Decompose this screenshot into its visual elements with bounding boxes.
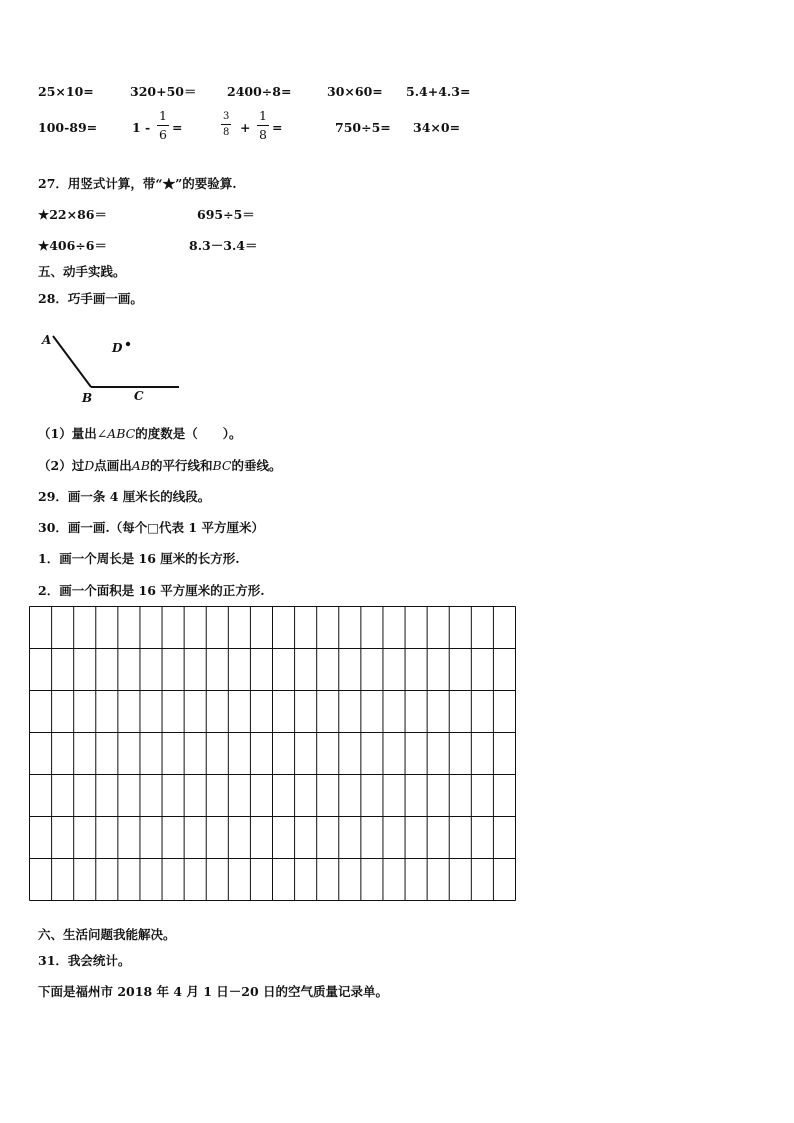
fraction-numerator: 3 (221, 112, 231, 125)
sub1-suffix: 的度数是（ ）。 (135, 426, 242, 441)
equals-sign: = (272, 120, 283, 135)
sub2-part: 的垂线。 (231, 458, 282, 473)
question-30-item1: 1．画一个周长是 16 厘米的长方形. (38, 551, 240, 566)
question-28-title: 28．巧手画一画。 (38, 291, 143, 306)
angle-abc-drawing (35, 328, 195, 408)
question-30-title: 30．画一画.（每个□代表 1 平方厘米） (38, 520, 264, 535)
section-heading: 六、生活问题我能解决。 (38, 927, 176, 942)
segment-ab-label: AB (131, 458, 150, 473)
plus-sign: + (240, 120, 251, 135)
angle-abc-label: ∠ABC (96, 426, 136, 441)
oral-calc-prefix: 1 - (132, 120, 151, 135)
question-28-sub2 (38, 460, 281, 473)
fraction (157, 110, 169, 141)
section-heading: 五、动手实践。 (38, 264, 126, 279)
point-label-a: A (42, 333, 52, 347)
sub2-part: 点画出 (94, 458, 132, 473)
sub1-prefix: （1）量出 (38, 426, 97, 441)
fraction (221, 112, 231, 138)
fraction-denominator: 8 (223, 127, 230, 138)
oral-calc-item: 320+50＝ (130, 84, 197, 99)
question-28-sub1 (38, 428, 241, 441)
vertical-calc-item: ★22×86＝ (38, 207, 107, 222)
oral-calc-item: 5.4+4.3= (406, 84, 471, 99)
segment-bc-label: BC (212, 458, 232, 473)
oral-calc-item: 25×10= (38, 84, 94, 99)
fraction-numerator: 1 (157, 110, 169, 126)
question-27-title: 27．用竖式计算，带“★”的要验算. (38, 176, 237, 191)
oral-calc-item: 100-89= (38, 120, 98, 135)
fraction-numerator: 1 (257, 110, 269, 126)
sub2-part: （2）过 (38, 458, 85, 473)
fraction (257, 110, 269, 141)
point-d-label: D (84, 458, 95, 473)
point-label-c: C (134, 389, 144, 403)
question-29: 29．画一条 4 厘米长的线段。 (38, 489, 211, 504)
question-31-title: 31．我会统计。 (38, 953, 131, 968)
question-30-item2: 2．画一个面积是 16 平方厘米的正方形. (38, 583, 265, 598)
equals-sign: = (172, 120, 183, 135)
fraction-denominator: 6 (159, 126, 167, 142)
vertical-calc-item: 695÷5＝ (197, 207, 255, 222)
point-label-b: B (82, 391, 93, 405)
question-31-desc: 下面是福州市 2018 年 4 月 1 日－20 日的空气质量记录单。 (38, 984, 389, 999)
point-label-d: D (112, 341, 123, 355)
oral-calc-item: 2400÷8= (227, 84, 292, 99)
oral-calc-item: 750÷5= (335, 120, 391, 135)
fraction-denominator: 8 (259, 126, 267, 142)
oral-calc-item: 34×0= (413, 120, 461, 135)
drawing-grid[interactable] (28, 605, 518, 903)
oral-calc-item: 30×60= (327, 84, 383, 99)
sub2-part: 的平行线和 (149, 458, 213, 473)
vertical-calc-item: ★406÷6＝ (38, 238, 107, 253)
vertical-calc-item: 8.3－3.4＝ (189, 238, 258, 253)
